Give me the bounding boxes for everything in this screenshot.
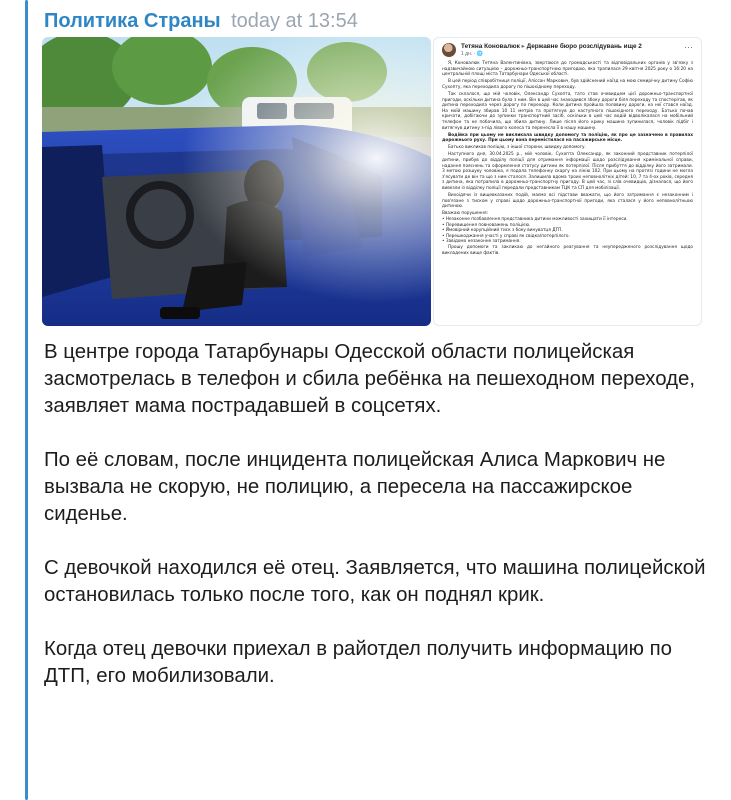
- fb-paragraph: Так склалося, що мій чоловік, Олександр Сухопта, тато став очевидцем цієї дорожньо-транспортної пригоди, оскільки дитина була з ним. Він в цей час знаходився збоку дороги біля переходу та спостерігав, як дитина переходила через дорогу по переходу. Коли дитина пройшла половину дороги, на неї стався наїзд. На моїй машину збирав 10 11 метрів та протягнув до наступного пішохідного переходу. Батько почав кричати, добігаючи до зупинки транспортний засіб, оскільки в цей час водій відволікалася на мобільний телефон та не побачила, що збила дитину. Лише після його крику машина зупинилася, чоловік підбіг і витягнув дитину з-під лівого колеса та перенесла її в нашу машину.: [442, 91, 693, 131]
- fb-author: Тетяна Коновалюк: [461, 43, 520, 50]
- shared-arrow-icon: ▸: [521, 43, 525, 50]
- fb-post-body: [442, 61, 693, 256]
- message-paragraph: В центре города Татарбунары Одесской области полицейская засмотрелась в телефон и сбила ребёнка на пешеходном переходе, заявляет мама пострадавшей в соцсетях.: [44, 341, 696, 417]
- fb-paragraph: Я, Коновалюк Тетяна Валентинівна, звертаюся до громадськості та відповідальних органів у зв'язку з надзвичайною ситуацією – дорожньо-транспортною пригодою, яка трапилася 29 квітня 2025 року о 16:20 на центральній площі міста Татарбунари Одеської області.: [442, 61, 693, 78]
- fb-violation: • Перевищення повноважень поліцією.: [442, 222, 531, 228]
- message-paragraph: По её словам, после инцидента полицейская Алиса Маркович не вызвала не скорую, не полицию, а пересела на пассажирское сиденье.: [44, 449, 666, 525]
- fb-group: Державне бюро розслідувань: [526, 43, 622, 50]
- photo-car-police-woman[interactable]: [42, 37, 431, 326]
- fb-closing: Прошу допомоги та закликаю до негайного реагування та неупередженого розслідування щодо викладених вище фактів.: [442, 244, 693, 256]
- channel-name[interactable]: Политика Страны: [44, 10, 221, 32]
- fb-paragraph: В цей період співробітниця поліції, Аліссон Маркович, був здійснений наїзд на мою семирічну дитину Софію Сухопту, яка переходила дорогу по пішохідному переходу.: [442, 79, 693, 90]
- post-time: today at 13:54: [231, 10, 358, 32]
- photo-icon: [42, 37, 431, 326]
- fb-paragraph: Наступного дня, 30.04.2025 р., мій чоловік, Сухопта Олександр, як законний представник потерпілої дитини, прибув до відділу поліції для отримання інформації щодо розслідування кримінальної справи, надання пояснень та оформлення статусу дитини як потерпілої. Після прибуття до відділку його затримали. З метою розшуку чоловіка, я подала телефонну скаргу на лінію 102. При цьому на протязі години не могла з'ясувати де він та що з ним сталося. Залишила вдома троих неповнолітніх дітей: 10, 7 та 4-ох років, середня з дитина, яка потрапила в дорожньо-транспортну пригоду. В цей час, зі слів очевидців, дізналася, що його вивезли із відділку поліції передали представникам ТЦК та СП для мобілізації.: [442, 152, 693, 191]
- fb-group-suffix: ище 2: [623, 43, 642, 50]
- fb-violations-title: Вважаю порушення:: [442, 211, 489, 217]
- media-album: [42, 37, 702, 326]
- fb-violation: • Завідомо незаконне затримання.: [442, 239, 521, 245]
- fb-post-header: [442, 43, 693, 57]
- fb-paragraph: Батько викликав поліцію, з іншої сторони, швидку допомогу.: [448, 145, 586, 151]
- message-text: [44, 339, 714, 717]
- fb-paragraph: Водійка при цьому не викликала швидку допомогу та поліцію, як про це зазначено в правилах дорожнього руху. При цьому вона перемістилася на пасажирське місце.: [442, 132, 693, 144]
- avatar: [442, 43, 456, 57]
- more-dots-icon: ···: [684, 42, 693, 52]
- facebook-post-screenshot[interactable]: [433, 37, 702, 326]
- message-paragraph: С девочкой находился её отец. Заявляется, что машина полицейской остановилась только после того, как он поднял крик.: [44, 557, 706, 606]
- fb-violation: • Перешкоджання участі у справі як свідка/потерпілого.: [442, 233, 570, 239]
- fb-paragraph: Вихоідячи із вищевказаних подій, маємо всі підстави вважати, що його затримання є незаконним і пов'язане з тиском у справі щодо дорожньо-транспортної пригоди, яка сталася у його неповнолітньою дитиною.: [442, 193, 693, 210]
- fb-violation: • Ймовірний корупційний тиск з боку винуватця ДТП.: [442, 228, 563, 234]
- fb-violation: • Незаконне позбавлення представника дитини можливості захищати її інтереси.: [442, 216, 628, 222]
- fb-author-line: [461, 43, 642, 51]
- fb-meta: 1 дн. · 🌐: [461, 51, 483, 57]
- quote-bar: [25, 0, 28, 800]
- message-header: [44, 7, 358, 35]
- message-paragraph: Когда отец девочки приехал в райотдел получить информацию по ДТП, его мобилизовали.: [44, 638, 672, 687]
